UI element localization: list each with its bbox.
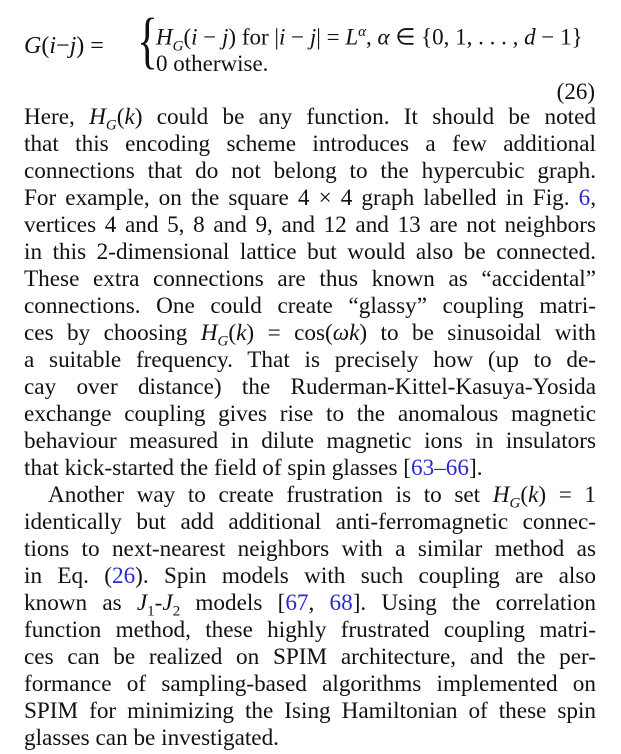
equation-brace: { xyxy=(137,7,158,75)
equation-number: (26) xyxy=(556,79,595,104)
paragraph-2-line-1: Another way to create frustration is to set $H_G(k) = 1$ xyxy=(48,482,596,512)
paragraph-2-line-8: formance of sampling-based algorithms implemented on xyxy=(24,671,596,697)
paragraph-2-line-5: known as $J_1-J_2$ models [67, 68]. Using the correlation xyxy=(24,590,597,620)
paragraph-1-line-2: that this encoding scheme introduces a few additional xyxy=(24,131,596,157)
paragraph-1-line-3: connections that do not belong to the hypercubic graph. xyxy=(24,158,596,184)
paragraph-2-line-2: identically but add additional anti-ferromagnetic connec- xyxy=(24,509,596,535)
equation-case-2: 0 otherwise. xyxy=(156,51,269,76)
equation-case-1: $H_G(i - j)$ for $|i - j| = L^\alpha$, α ∈ {0, 1, . . . , d − 1} xyxy=(156,24,583,55)
figure-link[interactable]: 6 xyxy=(578,185,591,211)
paragraph-1-line-14: that kick-started the field of spin glasses [63–66]. xyxy=(24,455,483,481)
paragraph-1-line-11: cay over distance) the Ruderman-Kittel-Kasuya-Yosida xyxy=(24,374,596,400)
paragraph-1-line-13: behaviour measured in dilute magnetic ions in insulators xyxy=(24,428,596,454)
paragraph-1-line-6: in this 2-dimensional lattice but would also be connected. xyxy=(24,239,596,265)
paragraph-1-line-5: vertices 4 and 5, 8 and 9, and 12 and 13 are not neighbors xyxy=(24,212,596,238)
reference-link[interactable]: 63–66 xyxy=(411,455,469,481)
reference-link[interactable]: 68 xyxy=(329,590,353,616)
paragraph-1-line-8: connections. One could create “glassy” coupling matri- xyxy=(24,293,596,319)
paragraph-2-line-3: tions to next-nearest neighbors with a similar method as xyxy=(24,536,596,562)
equation-link[interactable]: 26 xyxy=(111,563,136,589)
paragraph-2-line-10: glasses can be investigated. xyxy=(24,725,279,751)
equation-26 xyxy=(24,7,604,82)
paragraph-1-line-4: For example, on the square 4 × 4 graph labelled in Fig. 6, xyxy=(24,185,596,211)
paragraph-2-line-7: ces can be realized on SPIM architecture, and the per- xyxy=(24,644,596,670)
paragraph-1-line-12: exchange coupling gives rise to the anomalous magnetic xyxy=(24,401,596,427)
paragraph-2-line-6: function method, these highly frustrated coupling matri- xyxy=(24,617,596,643)
paragraph-1-line-9: ces by choosing $H_G(k) = \cos(\omega k)$ to be sinusoidal with xyxy=(24,320,596,350)
paragraph-1-line-7: These extra connections are thus known as “accidental” xyxy=(24,266,596,292)
reference-link[interactable]: 67 xyxy=(285,590,309,616)
paragraph-1-line-10: a suitable frequency. That is precisely how (up to de- xyxy=(24,347,596,373)
paragraph-2-line-9: SPIM for minimizing the Ising Hamiltonian of these spin xyxy=(24,698,596,724)
equation-lhs: G(i−j) = xyxy=(24,33,104,59)
paragraph-2-line-4: in Eq. (26). Spin models with such coupling are also xyxy=(24,563,596,589)
paragraph-1-line-1: Here, $H_G(k)$ could be any function. It should be noted xyxy=(24,104,596,134)
